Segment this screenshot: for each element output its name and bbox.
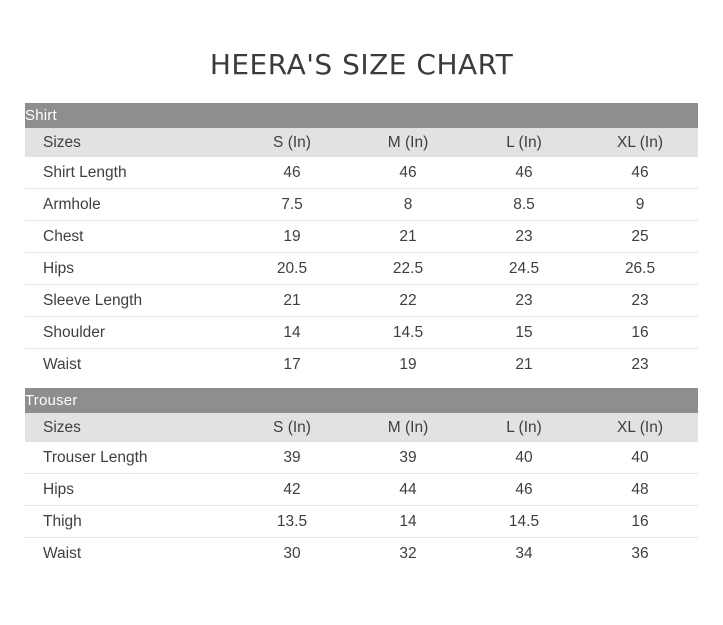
row-value-s: 7.5: [234, 189, 350, 221]
table-row: [25, 506, 698, 538]
row-value-m: 22.5: [350, 253, 466, 285]
column-header-s: S (In): [234, 413, 350, 442]
row-label: Hips: [25, 253, 234, 285]
row-value-l: 15: [466, 317, 582, 349]
row-label: Chest: [25, 221, 234, 253]
section-header-shirt: [25, 103, 698, 128]
column-header-row-shirt: [25, 128, 698, 157]
row-value-l: 40: [466, 442, 582, 474]
row-value-m: 21: [350, 221, 466, 253]
row-value-s: 17: [234, 349, 350, 381]
row-value-xl: 26.5: [582, 253, 698, 285]
row-value-m: 46: [350, 157, 466, 189]
row-value-s: 30: [234, 538, 350, 570]
row-value-l: 34: [466, 538, 582, 570]
table-row: [25, 474, 698, 506]
row-value-m: 14.5: [350, 317, 466, 349]
row-label: Waist: [25, 538, 234, 570]
column-header-xl: XL (In): [582, 413, 698, 442]
row-value-m: 14: [350, 506, 466, 538]
column-header-m: M (In): [350, 413, 466, 442]
row-value-s: 42: [234, 474, 350, 506]
column-header-sizes: Sizes: [25, 413, 234, 442]
column-header-l: L (In): [466, 128, 582, 157]
table-row: [25, 285, 698, 317]
row-label: Armhole: [25, 189, 234, 221]
column-header-m: M (In): [350, 128, 466, 157]
section-spacer: [25, 380, 698, 388]
column-header-xl: XL (In): [582, 128, 698, 157]
row-value-xl: 48: [582, 474, 698, 506]
column-header-l: L (In): [466, 413, 582, 442]
table-row: [25, 221, 698, 253]
row-value-s: 21: [234, 285, 350, 317]
row-value-xl: 16: [582, 317, 698, 349]
row-value-m: 32: [350, 538, 466, 570]
table-row: [25, 442, 698, 474]
row-label: Shirt Length: [25, 157, 234, 189]
row-value-l: 46: [466, 157, 582, 189]
column-header-s: S (In): [234, 128, 350, 157]
row-value-s: 39: [234, 442, 350, 474]
table-row: [25, 253, 698, 285]
row-value-l: 8.5: [466, 189, 582, 221]
row-value-xl: 25: [582, 221, 698, 253]
row-value-s: 19: [234, 221, 350, 253]
table-row: [25, 189, 698, 221]
table-row: [25, 157, 698, 189]
row-value-l: 23: [466, 285, 582, 317]
row-value-m: 39: [350, 442, 466, 474]
page-title: HEERA'S SIZE CHART: [209, 48, 514, 81]
row-label: Trouser Length: [25, 442, 234, 474]
row-value-l: 23: [466, 221, 582, 253]
row-label: Thigh: [25, 506, 234, 538]
row-value-m: 19: [350, 349, 466, 381]
row-value-l: 21: [466, 349, 582, 381]
row-label: Waist: [25, 349, 234, 381]
row-value-s: 14: [234, 317, 350, 349]
section-header-trouser: [25, 388, 698, 413]
row-value-s: 13.5: [234, 506, 350, 538]
size-chart-table: [25, 103, 698, 569]
row-label: Sleeve Length: [25, 285, 234, 317]
row-value-xl: 16: [582, 506, 698, 538]
column-header-sizes: Sizes: [25, 128, 234, 157]
table-row: [25, 317, 698, 349]
column-header-row-trouser: [25, 413, 698, 442]
row-label: Shoulder: [25, 317, 234, 349]
row-value-xl: 23: [582, 285, 698, 317]
row-value-m: 22: [350, 285, 466, 317]
row-value-s: 46: [234, 157, 350, 189]
row-value-l: 14.5: [466, 506, 582, 538]
section-title: Shirt: [25, 103, 698, 128]
row-value-l: 46: [466, 474, 582, 506]
row-value-l: 24.5: [466, 253, 582, 285]
row-value-m: 8: [350, 189, 466, 221]
row-value-m: 44: [350, 474, 466, 506]
section-title: Trouser: [25, 388, 698, 413]
table-row: [25, 349, 698, 381]
row-value-xl: 36: [582, 538, 698, 570]
table-row: [25, 538, 698, 570]
row-label: Hips: [25, 474, 234, 506]
row-value-xl: 46: [582, 157, 698, 189]
row-value-xl: 40: [582, 442, 698, 474]
row-value-xl: 9: [582, 189, 698, 221]
row-value-s: 20.5: [234, 253, 350, 285]
row-value-xl: 23: [582, 349, 698, 381]
